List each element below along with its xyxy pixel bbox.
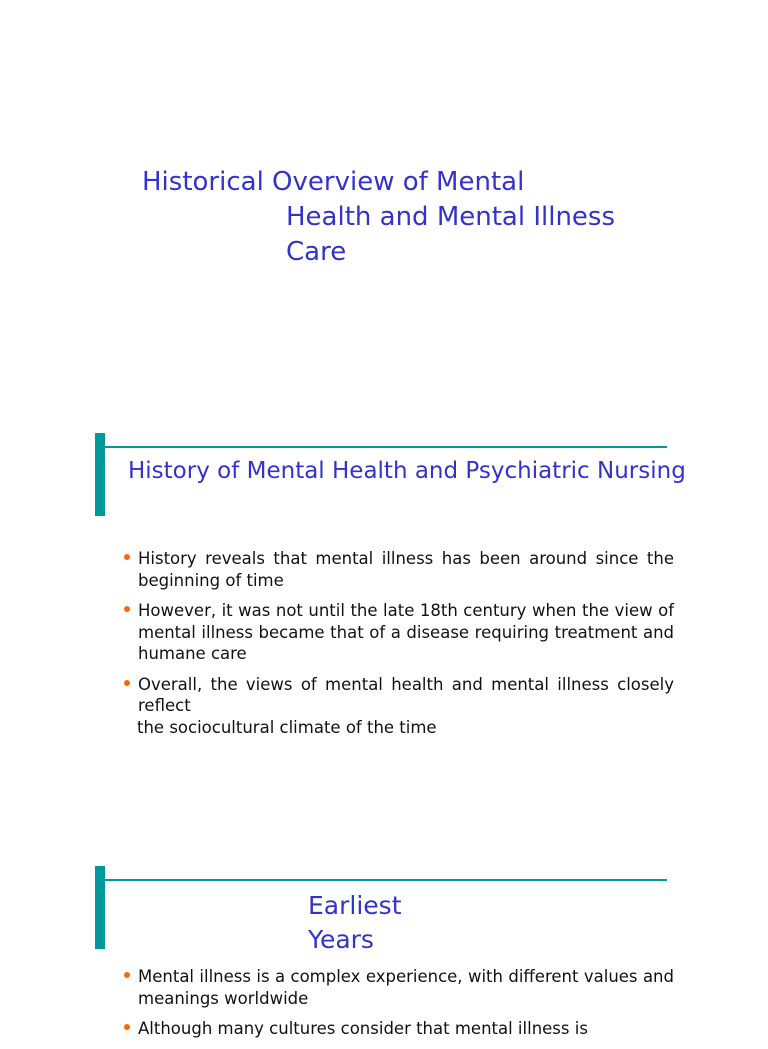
list-item [120,548,695,591]
section-rule [105,446,667,448]
title-line-2: Health and Mental Illness [286,202,616,232]
bullet-text: Although many cultures consider that mental illness is [138,1019,588,1038]
title-line-3: Care [286,237,347,267]
list-item [120,674,674,739]
section2-bullet-list [120,966,685,1049]
section-heading-history: History of Mental Health and Psychiatric Nursing [128,458,686,484]
list-item [120,600,711,665]
section-heading-earliest-years [308,889,402,957]
heading-line-1: Earliest [308,891,402,920]
bullet-text: History reveals that mental illness has been around since the beginning of time [138,549,695,590]
list-item [120,966,685,1009]
section1-bullet-list [120,548,711,738]
bullet-text-continued: the sociocultural climate of the time [137,717,437,737]
section-accent-bar [95,866,105,949]
bullet-text: However, it was not until the late 18th century when the view of mental illness became that of a disease requiring treatment and humane care [138,601,711,663]
section-rule [105,879,667,881]
heading-line-2: Years [308,925,374,954]
section-accent-bar [95,433,105,516]
title-line-1: Historical Overview of Mental [142,167,525,197]
page-title [142,165,702,270]
bullet-text: Overall, the views of mental health and mental illness closely reflect [138,674,674,715]
list-item [120,1018,674,1040]
bullet-text: Mental illness is a complex experience, with different values and meanings worldwide [138,967,685,1008]
